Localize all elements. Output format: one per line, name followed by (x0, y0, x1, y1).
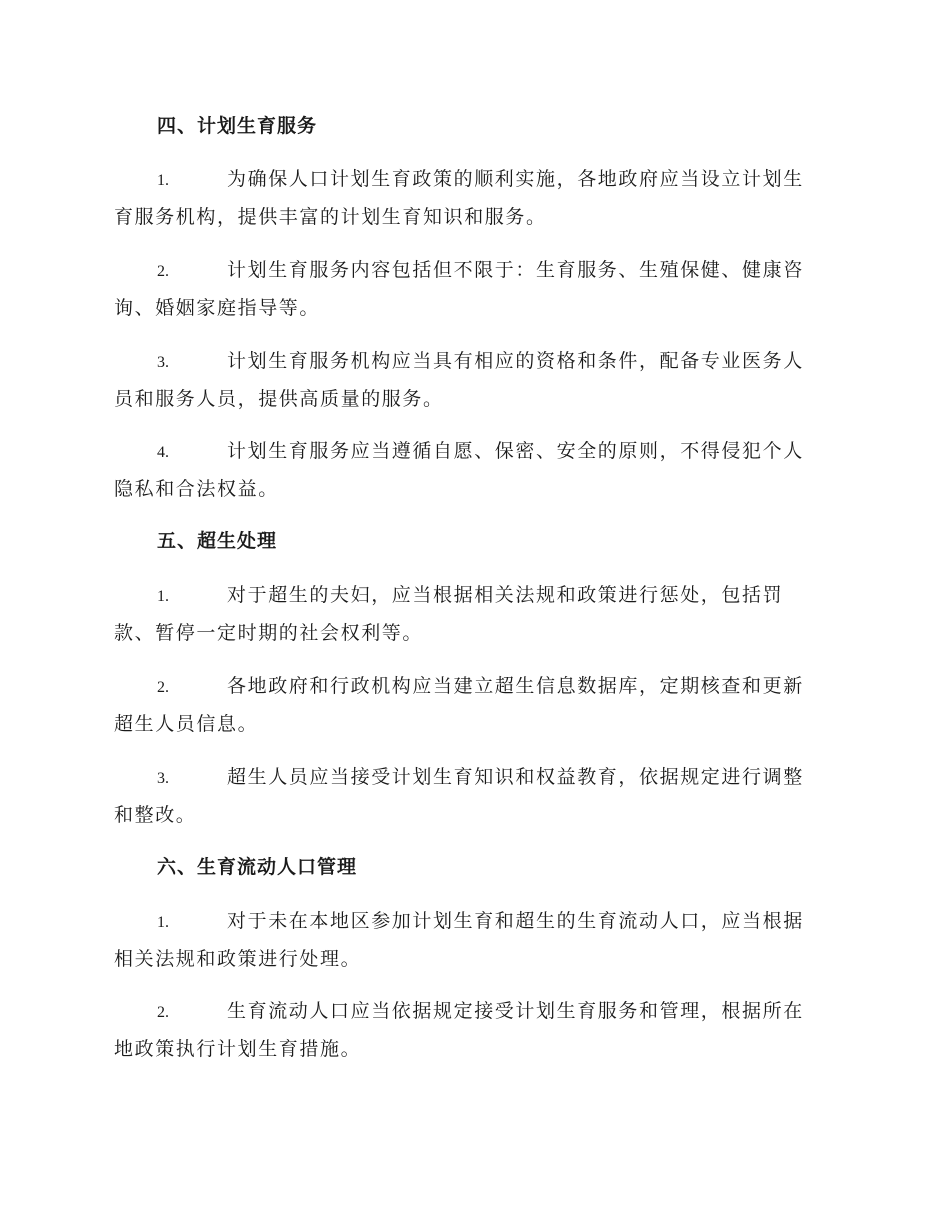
item-text-line: 生育流动人口应当依据规定接受计划生育服务和管理，根据所在 (227, 1000, 804, 1022)
paragraph-5-1 (114, 576, 834, 652)
item-text-line: 计划生育服务内容包括但不限于：生育服务、生殖保健、健康咨 (227, 259, 804, 281)
item-number: 1. (157, 914, 169, 931)
item-number: 2. (157, 1004, 169, 1021)
item-text-line: 各地政府和行政机构应当建立超生信息数据库，定期核查和更新 (227, 675, 804, 697)
item-number: 3. (157, 354, 169, 371)
item-text-line: 计划生育服务机构应当具有相应的资格和条件，配备专业医务人 (227, 350, 804, 372)
paragraph-5-2 (114, 667, 834, 743)
item-number: 3. (157, 770, 169, 787)
item-text-line: 超生人员应当接受计划生育知识和权益教育，依据规定进行调整 (227, 766, 804, 788)
item-text-line: 为确保人口计划生育政策的顺利实施，各地政府应当设立计划生 (227, 168, 804, 190)
item-text-line: 和整改。 (114, 804, 197, 826)
item-number: 4. (157, 444, 169, 461)
paragraph-4-3 (114, 342, 834, 418)
item-text-line: 相关法规和政策进行处理。 (114, 948, 362, 970)
item-text-line: 育服务机构，提供丰富的计划生育知识和服务。 (114, 206, 547, 228)
item-text-line: 隐私和合法权益。 (114, 478, 279, 500)
item-text-line: 超生人员信息。 (114, 713, 259, 735)
item-text-line: 地政策执行计划生育措施。 (114, 1038, 362, 1060)
section-heading-6: 六、生育流动人口管理 (157, 856, 358, 878)
paragraph-6-1 (114, 902, 834, 978)
paragraph-4-2 (114, 251, 834, 327)
item-number: 1. (157, 588, 169, 605)
item-number: 1. (157, 172, 169, 189)
paragraph-5-3 (114, 758, 834, 834)
item-text-line: 对于未在本地区参加计划生育和超生的生育流动人口，应当根据 (227, 910, 804, 932)
section-heading-5: 五、超生处理 (157, 530, 278, 552)
item-text-line: 对于超生的夫妇，应当根据相关法规和政策进行惩处，包括罚 (227, 584, 784, 606)
item-text-line: 员和服务人员，提供高质量的服务。 (114, 388, 444, 410)
paragraph-4-4 (114, 432, 834, 508)
paragraph-6-2 (114, 992, 834, 1068)
item-number: 2. (157, 679, 169, 696)
item-number: 2. (157, 263, 169, 280)
section-heading-4: 四、计划生育服务 (157, 115, 318, 137)
item-text-line: 计划生育服务应当遵循自愿、保密、安全的原则，不得侵犯个人 (227, 440, 804, 462)
item-text-line: 询、婚姻家庭指导等。 (114, 297, 321, 319)
paragraph-4-1 (114, 160, 834, 236)
item-text-line: 款、暂停一定时期的社会权利等。 (114, 622, 424, 644)
